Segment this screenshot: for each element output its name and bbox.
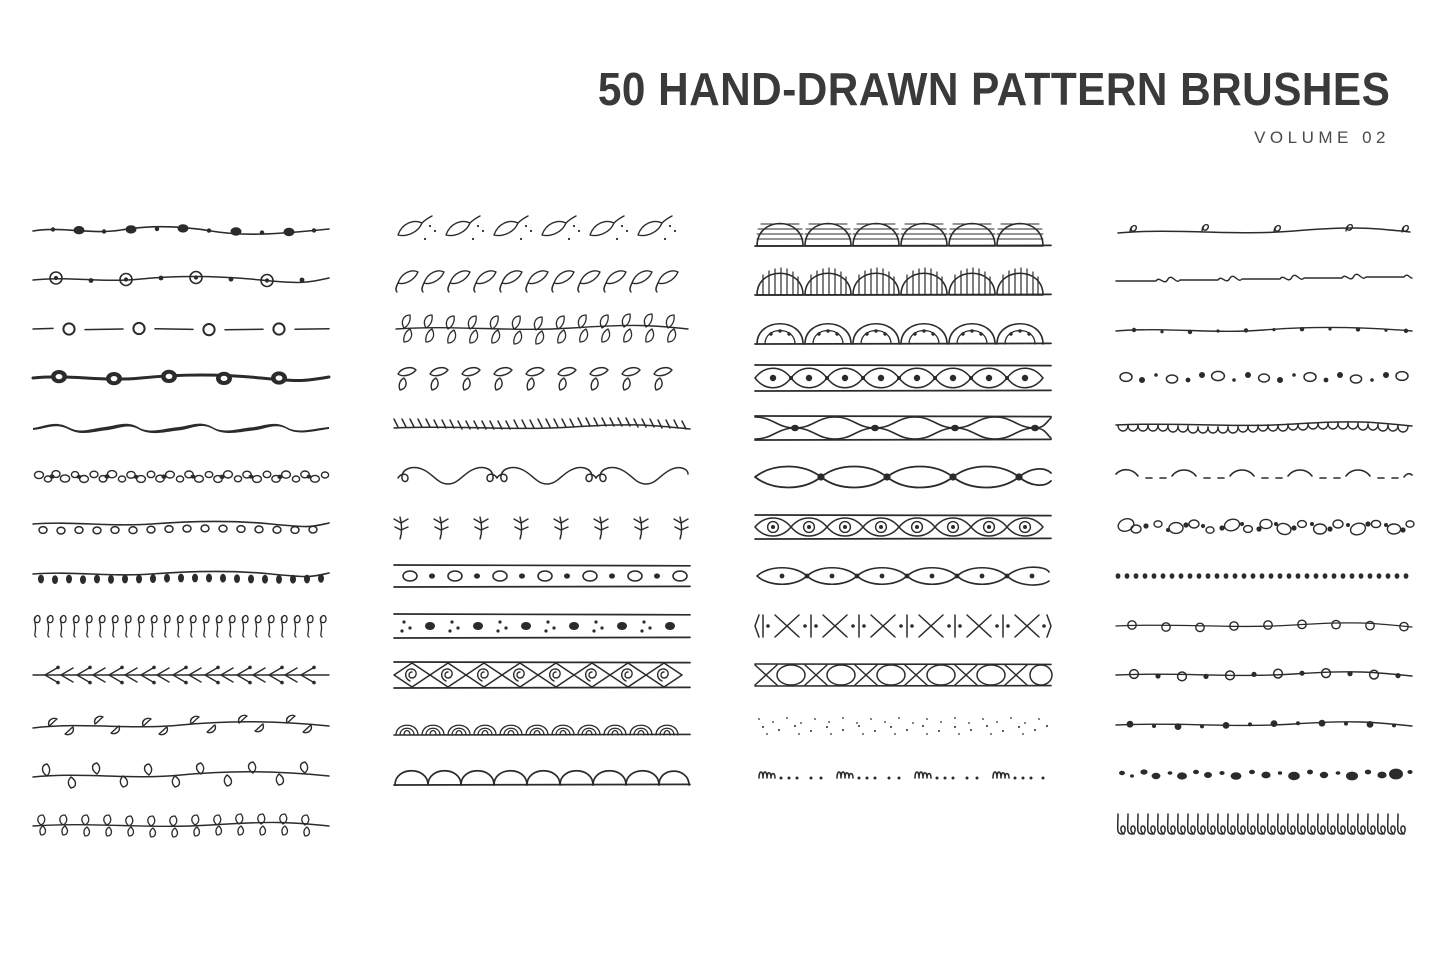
brush-row — [0, 651, 361, 701]
brush-row — [0, 700, 361, 750]
brush-row — [722, 502, 1083, 552]
brush-row — [0, 304, 361, 354]
brush-row — [722, 750, 1083, 800]
brush-row — [361, 700, 722, 750]
title-block — [529, 63, 1390, 148]
brush-row — [1083, 750, 1444, 800]
brush-row — [361, 601, 722, 651]
brush-row — [0, 750, 361, 800]
brush-row — [0, 502, 361, 552]
brush-row — [722, 403, 1083, 453]
brush-row — [0, 255, 361, 305]
brush-row — [1083, 799, 1444, 849]
brush-row — [361, 403, 722, 453]
brush-row — [0, 403, 361, 453]
column-4 — [1083, 205, 1444, 925]
brush-row — [722, 700, 1083, 750]
brush-row — [0, 799, 361, 849]
column-2 — [361, 205, 722, 925]
brush-row — [361, 750, 722, 800]
page-subtitle: VOLUME 02 — [1254, 128, 1390, 147]
brush-row — [1083, 552, 1444, 602]
brush-row — [722, 205, 1083, 255]
brush-row — [1083, 453, 1444, 503]
brush-row — [1083, 304, 1444, 354]
brush-row — [361, 453, 722, 503]
page-title: 50 HAND-DRAWN PATTERN BRUSHES — [597, 63, 1390, 115]
brush-row — [1083, 700, 1444, 750]
brush-row — [722, 651, 1083, 701]
brush-row — [1083, 403, 1444, 453]
column-3 — [722, 205, 1083, 925]
brush-row — [361, 651, 722, 701]
brush-row — [1083, 255, 1444, 305]
brush-row — [0, 552, 361, 602]
brush-row — [722, 255, 1083, 305]
brush-row — [1083, 651, 1444, 701]
brush-row — [1083, 502, 1444, 552]
brush-row — [0, 354, 361, 404]
brush-row — [1083, 205, 1444, 255]
brush-row — [1083, 354, 1444, 404]
brush-row — [722, 552, 1083, 602]
brush-row — [0, 453, 361, 503]
brush-row — [361, 354, 722, 404]
brush-row — [722, 354, 1083, 404]
brush-row — [361, 502, 722, 552]
brush-row — [361, 205, 722, 255]
brush-row — [722, 453, 1083, 503]
column-1 — [0, 205, 361, 925]
brush-row — [1083, 601, 1444, 651]
brush-columns — [0, 205, 1445, 925]
brush-row — [0, 205, 361, 255]
brush-row — [722, 601, 1083, 651]
brush-row — [0, 601, 361, 651]
brush-row — [361, 552, 722, 602]
brush-row — [361, 304, 722, 354]
brush-row — [722, 304, 1083, 354]
brush-row — [361, 255, 722, 305]
